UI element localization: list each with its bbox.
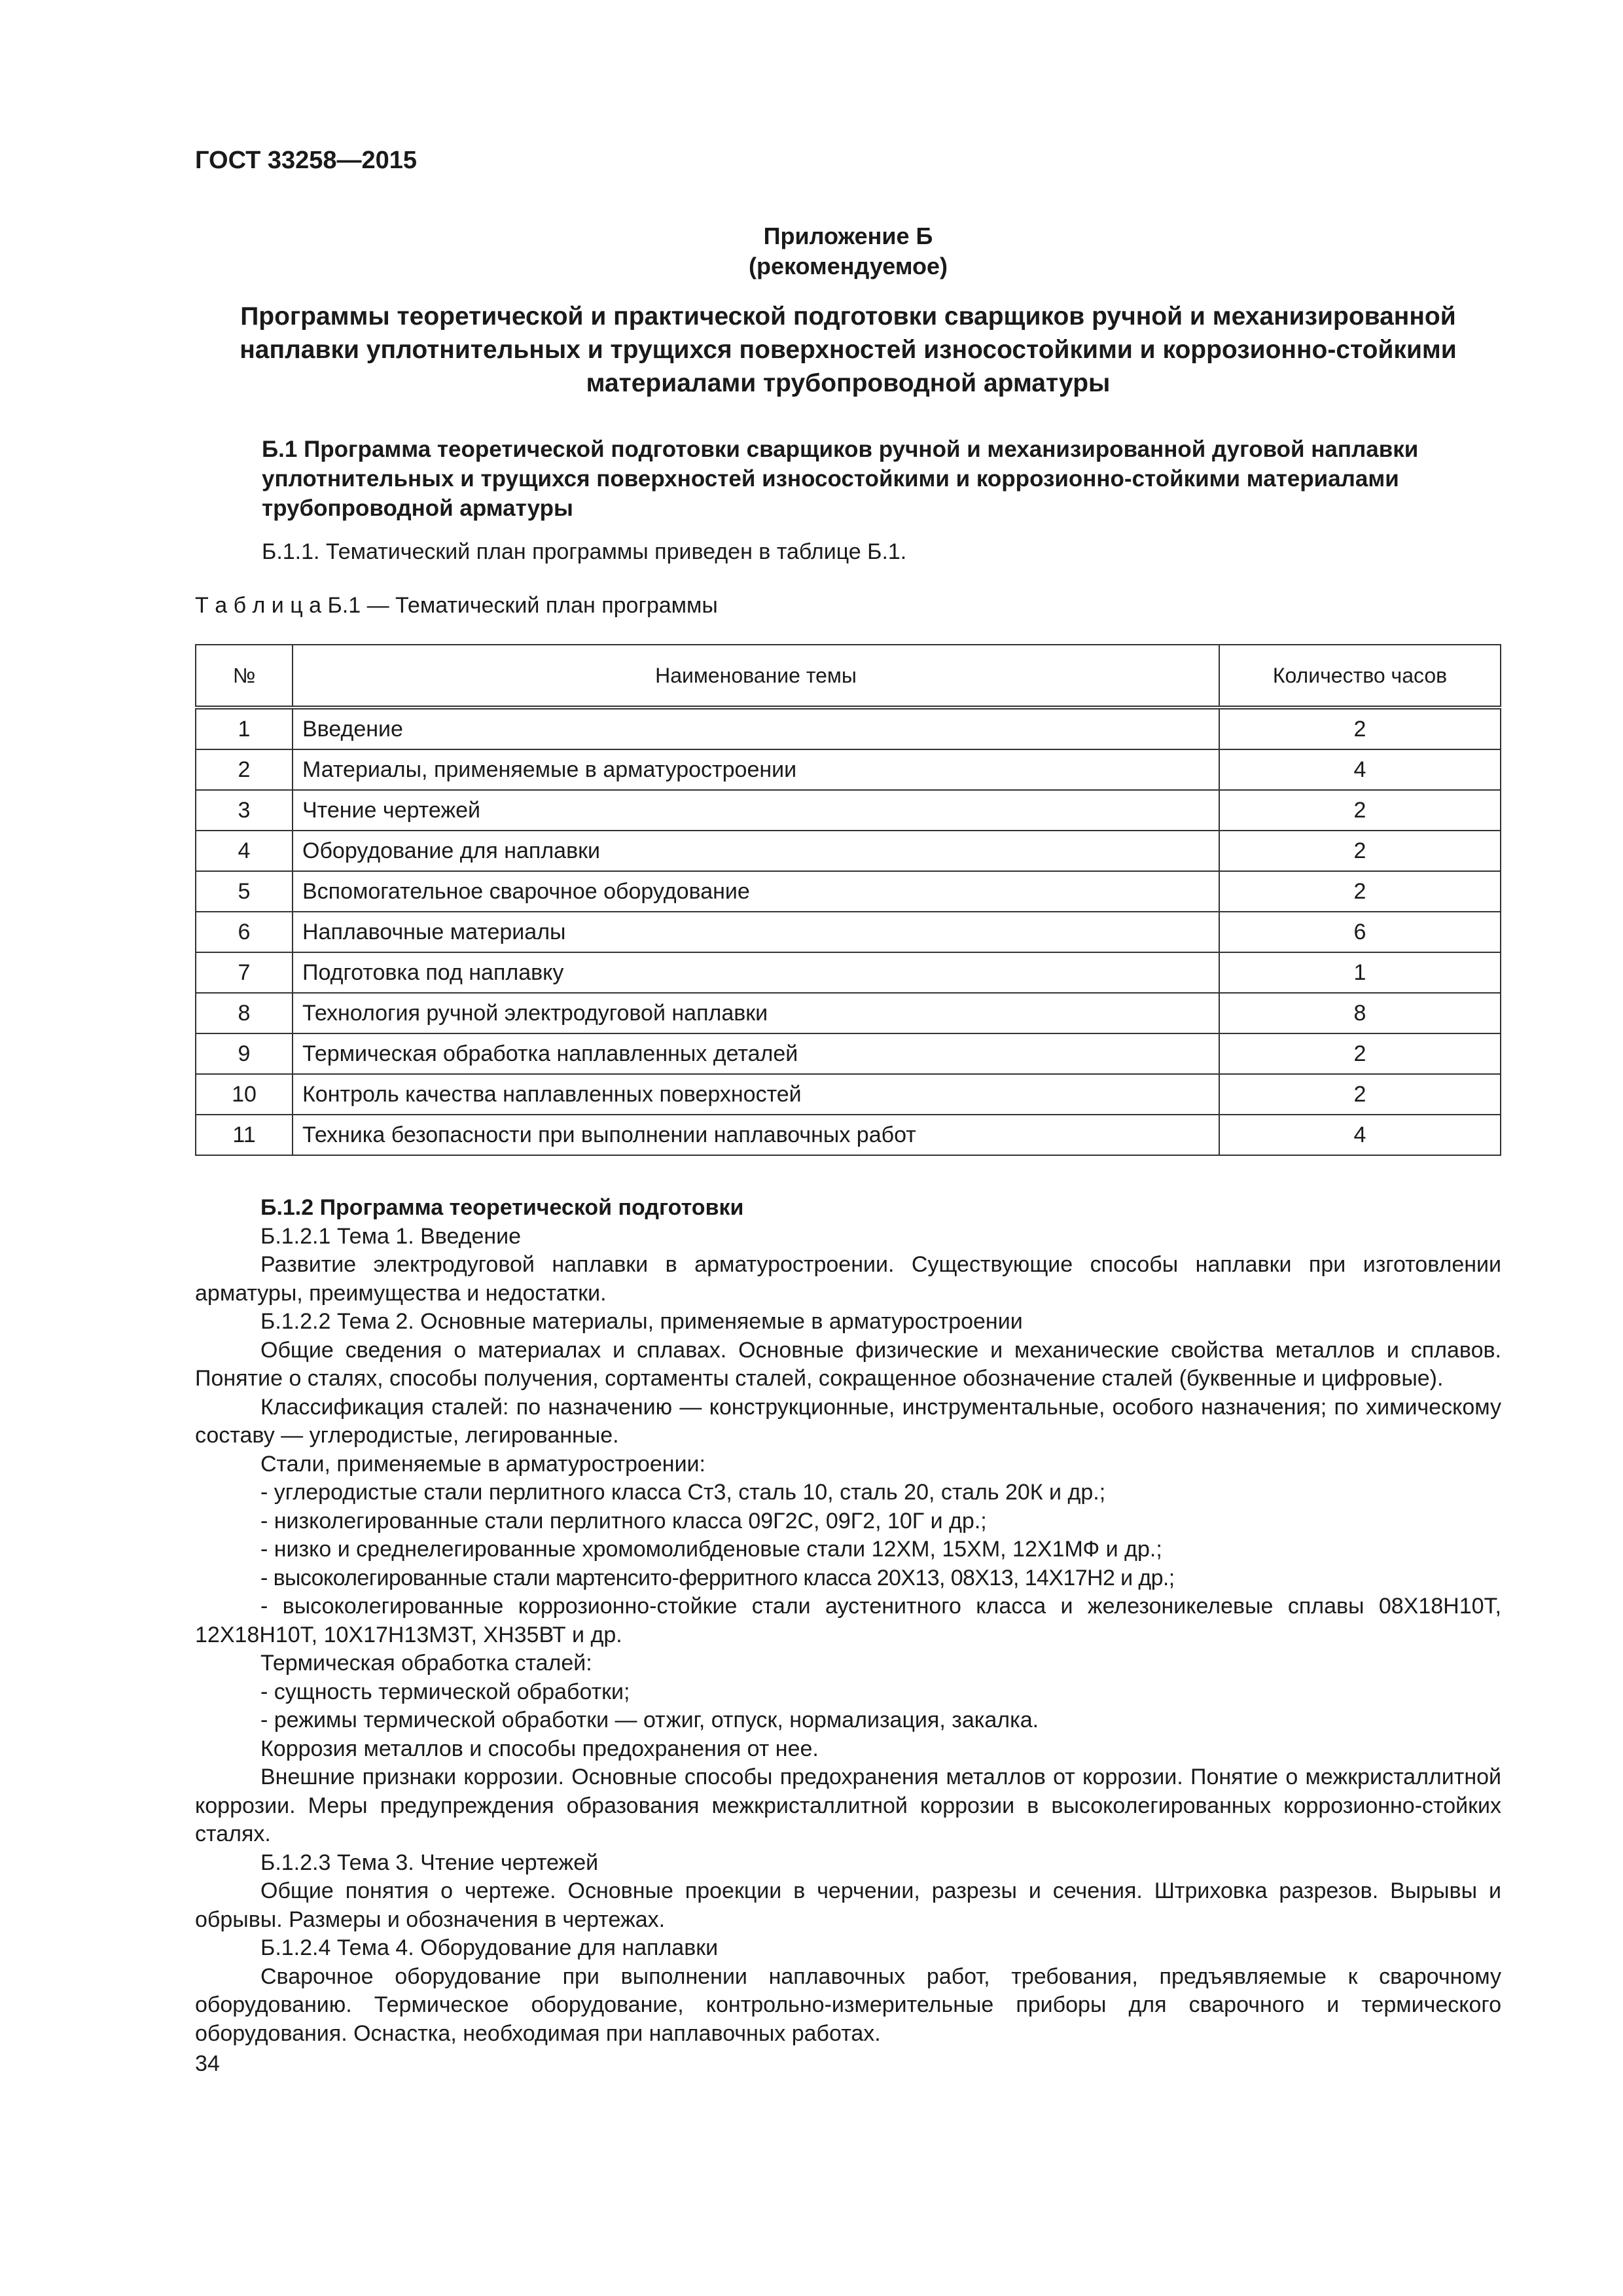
table-caption-text: Б.1 — Тематический план программы xyxy=(321,593,718,618)
row-num: 4 xyxy=(196,831,293,871)
row-name: Наплавочные материалы xyxy=(293,912,1219,952)
header-num: № xyxy=(196,645,293,708)
list-item: - высоколегированные стали мартенсито-ферритного класса 20Х13, 08Х13, 14Х17Н2 и др.; xyxy=(260,1565,1175,1590)
section-b12-heading: Б.1.2 Программа теоретической подготовки xyxy=(260,1195,744,1220)
table-row xyxy=(196,708,1501,749)
row-hours: 2 xyxy=(1219,1033,1501,1074)
table-header-row xyxy=(196,645,1501,708)
row-hours: 2 xyxy=(1219,790,1501,831)
row-name: Вспомогательное сварочное оборудование xyxy=(293,871,1219,912)
row-name: Введение xyxy=(293,708,1219,749)
row-num: 2 xyxy=(196,749,293,790)
paragraph: Коррозия металлов и способы предохранения от нее. xyxy=(260,1736,819,1761)
header-name: Наименование темы xyxy=(293,645,1219,708)
table-caption xyxy=(195,593,718,619)
paragraph: Развитие электродуговой наплавки в арматуростроении. Существующие способы наплавки при изготовлении арматуры, преимущества и недостатки. xyxy=(195,1252,1501,1306)
paragraph-b11: Б.1.1. Тематический план программы приведен в таблице Б.1. xyxy=(262,539,907,564)
row-num: 7 xyxy=(196,952,293,993)
document-code: ГОСТ 33258—2015 xyxy=(195,147,418,174)
row-name: Контроль качества наплавленных поверхностей xyxy=(293,1074,1219,1115)
row-num: 6 xyxy=(196,912,293,952)
row-hours: 2 xyxy=(1219,708,1501,749)
row-num: 1 xyxy=(196,708,293,749)
list-item: - сущность термической обработки; xyxy=(260,1679,630,1704)
page-number: 34 xyxy=(195,2051,220,2076)
list-item: - режимы термической обработки — отжиг, отпуск, нормализация, закалка. xyxy=(260,1708,1039,1732)
row-num: 3 xyxy=(196,790,293,831)
table-row xyxy=(196,871,1501,912)
row-name: Чтение чертежей xyxy=(293,790,1219,831)
paragraph: Сварочное оборудование при выполнении наплавочных работ, требования, предъявляемые к сварочному оборудованию. Термическое оборудование, контрольно-измерительные приборы для сварочного и термического оборудования. Оснастка, необходимая при наплавочных работах. xyxy=(195,1964,1501,2046)
appendix-title: Приложение Б xyxy=(763,223,933,249)
header-hours: Количество часов xyxy=(1219,645,1501,708)
table-row xyxy=(196,749,1501,790)
row-hours: 2 xyxy=(1219,831,1501,871)
appendix-heading xyxy=(195,221,1501,281)
topic-2-title: Б.1.2.2 Тема 2. Основные материалы, применяемые в арматуростроении xyxy=(260,1309,1023,1334)
appendix-status: (рекомендуемое) xyxy=(749,253,948,279)
thematic-plan-table xyxy=(195,644,1501,1156)
topic-1-title: Б.1.2.1 Тема 1. Введение xyxy=(260,1223,522,1249)
row-hours: 4 xyxy=(1219,1115,1501,1155)
table-row xyxy=(196,1074,1501,1115)
row-name: Материалы, применяемые в арматуростроении xyxy=(293,749,1219,790)
row-hours: 2 xyxy=(1219,871,1501,912)
row-name: Термическая обработка наплавленных деталей xyxy=(293,1033,1219,1074)
row-num: 9 xyxy=(196,1033,293,1074)
list-item: - низколегированные стали перлитного класса 09Г2С, 09Г2, 10Г и др.; xyxy=(260,1508,987,1534)
section-b1-heading: Б.1 Программа теоретической подготовки сварщиков ручной и механизированной дуговой наплавки уплотнительных и трущихся поверхностей износостойкими и коррозионно-стойкими материалами трубопроводной арматуры xyxy=(262,437,1419,521)
row-name: Подготовка под наплавку xyxy=(293,952,1219,993)
topic-4-title: Б.1.2.4 Тема 4. Оборудование для наплавки xyxy=(260,1935,719,1960)
row-name: Оборудование для наплавки xyxy=(293,831,1219,871)
list-item: - низко и среднелегированные хромомолибденовые стали 12ХМ, 15ХМ, 12Х1МФ и др.; xyxy=(260,1537,1162,1562)
row-hours: 1 xyxy=(1219,952,1501,993)
paragraph: Термическая обработка сталей: xyxy=(260,1651,592,1676)
row-num: 10 xyxy=(196,1074,293,1115)
table-row xyxy=(196,993,1501,1033)
table-row xyxy=(196,1115,1501,1155)
table-row xyxy=(196,790,1501,831)
row-name: Техника безопасности при выполнении наплавочных работ xyxy=(293,1115,1219,1155)
row-name: Технология ручной электродуговой наплавки xyxy=(293,993,1219,1033)
row-hours: 6 xyxy=(1219,912,1501,952)
row-hours: 2 xyxy=(1219,1074,1501,1115)
row-num: 8 xyxy=(196,993,293,1033)
table-caption-prefix: Т а б л и ц а xyxy=(195,593,322,618)
program-body xyxy=(195,1194,1501,2048)
table-row xyxy=(196,912,1501,952)
paragraph: Стали, применяемые в арматуростроении: xyxy=(260,1451,705,1477)
table-row xyxy=(196,831,1501,871)
row-num: 5 xyxy=(196,871,293,912)
row-hours: 8 xyxy=(1219,993,1501,1033)
table-row xyxy=(196,952,1501,993)
document-title: Программы теоретической и практической подготовки сварщиков ручной и механизированной наплавки уплотнительных и трущихся поверхностей износостойкими и коррозионно-стойкими материалами трубопроводной арматуры xyxy=(240,302,1457,397)
paragraph: Внешние признаки коррозии. Основные способы предохранения металлов от коррозии. Понятие о межкристаллитной коррозии. Меры предупреждения образования межкристаллитной коррозии в высоколегированных коррозионно-стойких сталях. xyxy=(195,1765,1501,1846)
paragraph: Классификация сталей: по назначению — конструкционные, инструментальные, особого назначения; по химическому составу — углеродистые, легированные. xyxy=(195,1394,1501,1448)
list-item: - углеродистые стали перлитного класса Ст3, сталь 10, сталь 20, сталь 20К и др.; xyxy=(260,1480,1106,1505)
row-hours: 4 xyxy=(1219,749,1501,790)
row-num: 11 xyxy=(196,1115,293,1155)
paragraph: Общие понятия о чертеже. Основные проекции в черчении, разрезы и сечения. Штриховка разрезов. Вырывы и обрывы. Размеры и обозначения в чертежах. xyxy=(195,1878,1501,1932)
table-row xyxy=(196,1033,1501,1074)
paragraph: Общие сведения о материалах и сплавах. Основные физические и механические свойства металлов и сплавов. Понятие о сталях, способы получения, сортаменты сталей, сокращенное обозначение сталей (буквенные и цифровые). xyxy=(195,1337,1501,1391)
list-item: - высоколегированные коррозионно-стойкие стали аустенитного класса и железоникелевые сплавы 08Х18Н10Т, 12Х18Н10Т, 10Х17Н13М3Т, ХН35ВТ и др. xyxy=(195,1594,1501,1647)
topic-3-title: Б.1.2.3 Тема 3. Чтение чертежей xyxy=(260,1850,599,1875)
